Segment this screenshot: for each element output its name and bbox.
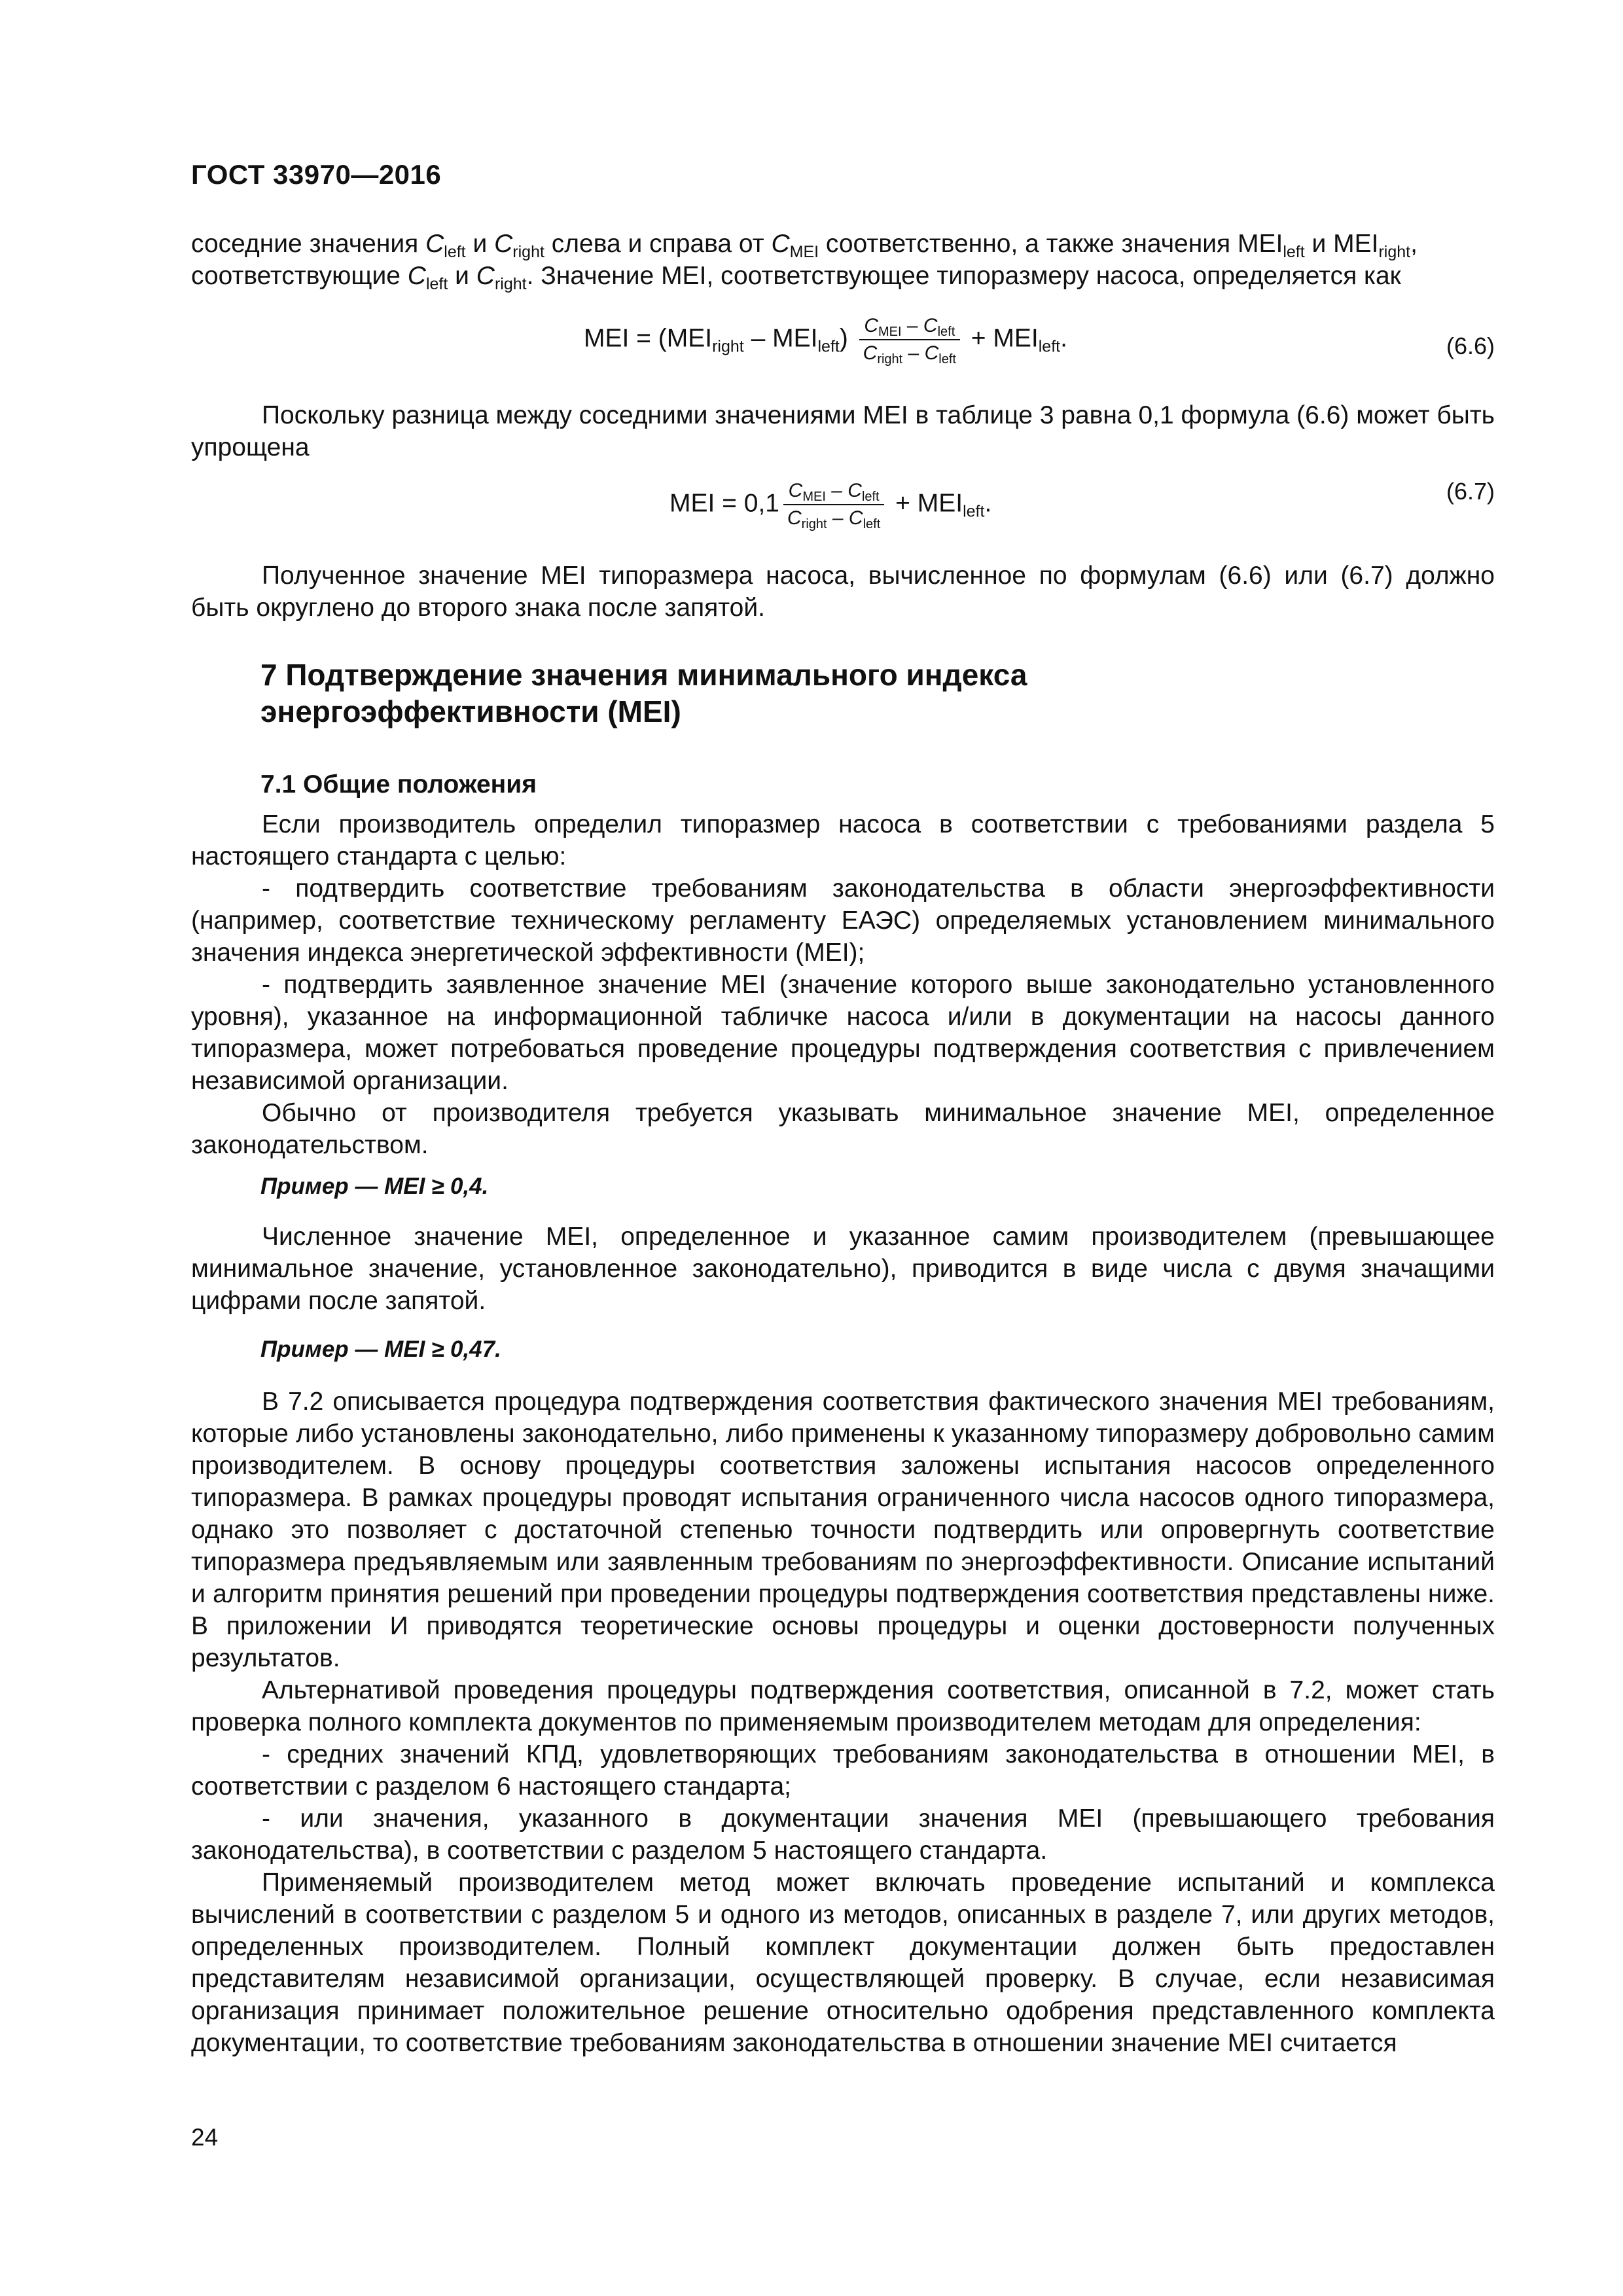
formula-6-6-number: (6.6) — [1446, 332, 1495, 359]
list-item: - подтвердить соответствие требованиям законодательства в области энергоэффективности (например, соответствие техническому регламенту ЕАЭС) определяемых установлением минимального значения индекса энергетической эффективности (MEI); — [191, 874, 1495, 967]
example-1: Пример — MEI ≥ 0,4. — [260, 1174, 489, 1199]
list-item: - средних значений КПД, удовлетворяющих требованиям законодательства в отношении MEI, в соответствии с разделом 6 настоящего стандарта; — [191, 1740, 1495, 1801]
list-item: - подтвердить заявленное значение MEI (значение которого выше законодательно установленного уровня), указанное на информационной табличке насоса и/или в документации на насосы данного типоразмера, может потребоваться проведение процедуры подтверждения соответствия с привлечением независимой организации. — [191, 971, 1495, 1095]
simplify-text: Поскольку разница между соседними значениями MEI в таблице 3 равна 0,1 формула (6.6) может быть упрощена — [191, 401, 1495, 461]
section-7-1-paragraphs — [191, 808, 1495, 1161]
section-7-title — [260, 656, 1242, 730]
formula-6-7-number: (6.7) — [1446, 478, 1495, 505]
numeric-text: Численное значение MEI, определенное и указанное самим производителем (превышающее минимальное значение, установленное законодательно), приводится в виде числа с двумя значащими цифрами после запятой. — [191, 1223, 1495, 1315]
paragraph: В 7.2 описывается процедура подтверждения соответствия фактического значения MEI требованиям, которые либо установлены законодательно, либо применены к указанному типоразмеру добровольно самим производителем. В основу процедуры соответствия заложены испытания насосов определенного типоразмера. В рамках процедуры проводят испытания ограниченного числа насосов одного типоразмера, однако это позволяет с достаточной степенью точности подтвердить или опровергнуть соответствие типоразмера предъявляемым или заявленным требованиям по энергоэффективности. Описание испытаний и алгоритм принятия решений при проведении процедуры подтверждения соответствия представлены ниже. В приложении И приводятся теоретические основы процедуры и оценки достоверности полученных результатов. — [191, 1388, 1495, 1672]
rounding-text: Полученное значение MEI типоразмера насоса, вычисленное по формулам (6.6) или (6.7) должно быть округлено до второго знака после запятой. — [191, 562, 1495, 622]
list-item: - или значения, указанного в документации значения MEI (превышающего требования законодательства), в соответствии с разделом 5 настоящего стандарта. — [191, 1804, 1495, 1865]
intro-line-1: соседние значения $C_{left}$ и $C_{right}$ слева и справа от $C_{MEI}$ соответственно, а также значения $MEI_{left}$ и $MEI_{right}$, — [191, 230, 1418, 261]
formula-6-6: MEI = $(MEI_{right} - MEI_{left})$ $\frac{C_{MEI} - C_{left}}{C_{right} - C_{left}}$ + $MEI_{left}$. — [584, 313, 1067, 367]
section-7-title-line-2: энергоэффективности (MEI) — [260, 694, 681, 728]
document-header: ГОСТ 33970—2016 — [191, 159, 442, 190]
paragraph: Обычно от производителя требуется указывать минимальное значение MEI, определенное законодательством. — [191, 1099, 1495, 1159]
example-2: Пример — MEI ≥ 0,47. — [260, 1336, 501, 1362]
simplify-paragraph — [191, 399, 1495, 463]
paragraph: Применяемый производителем метод может включать проведение испытаний и комплекса вычислений в соответствии с разделом 5 и одного из методов, описанных в разделе 7, или других методов, определенных производителем. Полный комплект документации должен быть предоставлен представителям независимой организации, осуществляющей проверку. В случае, если независимая организация принимает положительное решение относительно одобрения представленного комплекта документации, то соответствие требованиям законодательства в отношении значение MEI считается — [191, 1869, 1495, 2057]
rounding-paragraph — [191, 560, 1495, 624]
numeric-paragraph — [191, 1221, 1495, 1317]
formula-6-6-fraction: $\frac{C_{MEI} - C_{left}}{C_{right} - C_{left}}$ — [859, 313, 960, 367]
section-7-title-line-1: 7 Подтверждение значения минимального индекса — [260, 658, 1027, 692]
formula-6-7: MEI = 0,1 $\frac{C_{MEI} - C_{left}}{C_{right} - C_{left}}$ + $MEI_{left}$. — [669, 478, 991, 531]
paragraph: Альтернативой проведения процедуры подтверждения соответствия, описанной в 7.2, может стать проверка полного комплекта документов по применяемым производителем методам для определения: — [191, 1676, 1495, 1736]
paragraph: Если производитель определил типоразмер насоса в соответствии с требованиями раздела 5 настоящего стандарта с целью: — [191, 810, 1495, 870]
formula-6-7-fraction: $\frac{C_{MEI} - C_{left}}{C_{right} - C_{left}}$ — [783, 478, 884, 531]
subsection-7-1-title: 7.1 Общие положения — [260, 770, 537, 798]
tail-paragraphs — [191, 1386, 1495, 2059]
page-number: 24 — [191, 2124, 219, 2151]
intro-paragraph — [191, 228, 1495, 292]
intro-line-2: соответствующие $C_{left}$ и $C_{right}$. Значение MEI, соответствующее типоразмеру насоса, определяется как — [191, 262, 1401, 293]
